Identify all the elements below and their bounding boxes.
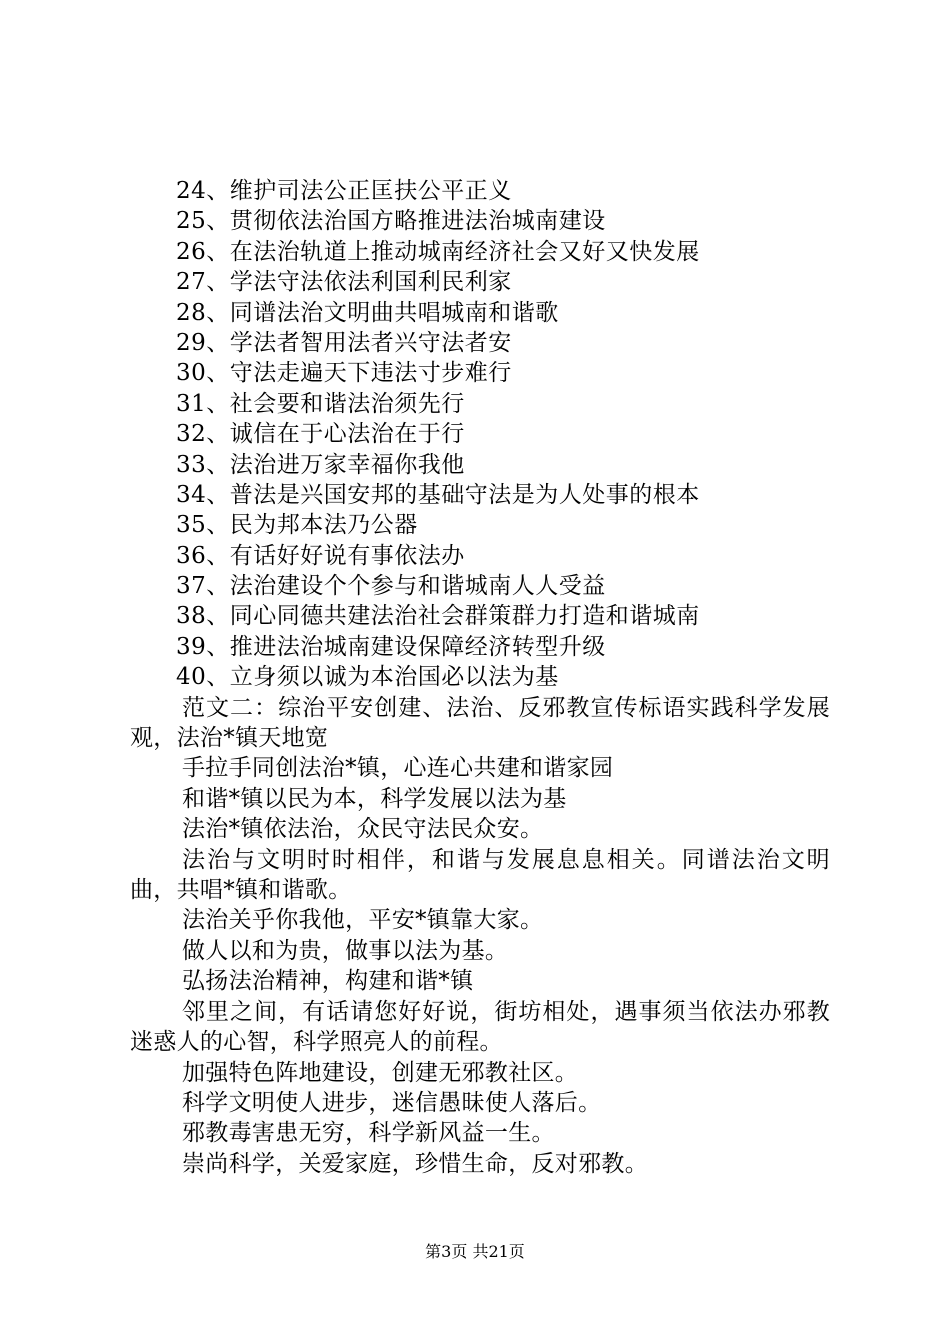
list-item: 27、学法守法依法利国利民利家 (176, 269, 512, 296)
paragraph: 法治与文明时时相伴，和谐与发展息息相关。同谱法治文明曲，共唱*镇和谐歌。 (130, 846, 830, 904)
list-item: 28、同谱法治文明曲共唱城南和谐歌 (176, 299, 559, 326)
paragraph: 法治关乎你我他，平安*镇靠大家。 (182, 907, 544, 934)
list-item: 31、社会要和谐法治须先行 (176, 390, 465, 417)
list-item: 29、学法者智用法者兴守法者安 (176, 329, 512, 356)
paragraph: 法治*镇依法治，众民守法民众安。 (182, 816, 544, 843)
list-item: 30、守法走遍天下违法寸步难行 (176, 360, 512, 387)
list-item: 35、民为邦本法乃公器 (176, 512, 418, 539)
list-item: 36、有话好好说有事依法办 (176, 542, 465, 569)
paragraph: 加强特色阵地建设，创建无邪教社区。 (182, 1059, 579, 1086)
paragraph: 邪教毒害患无穷，科学新风益一生。 (182, 1120, 555, 1147)
list-item: 40、立身须以诚为本治国必以法为基 (176, 664, 559, 691)
list-item: 32、诚信在于心法治在于行 (176, 421, 465, 448)
list-item: 37、法治建设个个参与和谐城南人人受益 (176, 573, 606, 600)
page-footer: 第3页 共21页 (425, 1242, 525, 1261)
list-item: 38、同心同德共建法治社会群策群力打造和谐城南 (176, 603, 700, 630)
list-item: 24、维护司法公正匡扶公平正义 (176, 178, 512, 204)
document-body (130, 176, 830, 1179)
paragraph: 和谐*镇以民为本，科学发展以法为基 (182, 785, 567, 812)
list-item: 26、在法治轨道上推动城南经济社会又好又快发展 (176, 238, 700, 265)
paragraph: 做人以和为贵，做事以法为基。 (182, 937, 509, 964)
list-item: 34、普法是兴国安邦的基础守法是为人处事的根本 (176, 481, 700, 508)
paragraph: 范文二：综治平安创建、法治、反邪教宣传标语实践科学发展观，法治*镇天地宽 (130, 694, 830, 752)
paragraph: 崇尚科学，关爱家庭，珍惜生命，反对邪教。 (182, 1150, 648, 1177)
paragraph: 科学文明使人进步，迷信愚昧使人落后。 (182, 1089, 602, 1116)
list-item: 25、贯彻依法治国方略推进法治城南建设 (176, 208, 606, 235)
paragraph: 邻里之间，有话请您好好说，街坊相处，遇事须当依法办邪教迷惑人的心智，科学照亮人的前程。 (130, 998, 830, 1056)
paragraph: 手拉手同创法治*镇，心连心共建和谐家园 (182, 755, 614, 782)
list-item: 39、推进法治城南建设保障经济转型升级 (176, 633, 606, 660)
list-item: 33、法治进万家幸福你我他 (176, 451, 465, 478)
paragraph: 弘扬法治精神，构建和谐*镇 (182, 968, 474, 995)
